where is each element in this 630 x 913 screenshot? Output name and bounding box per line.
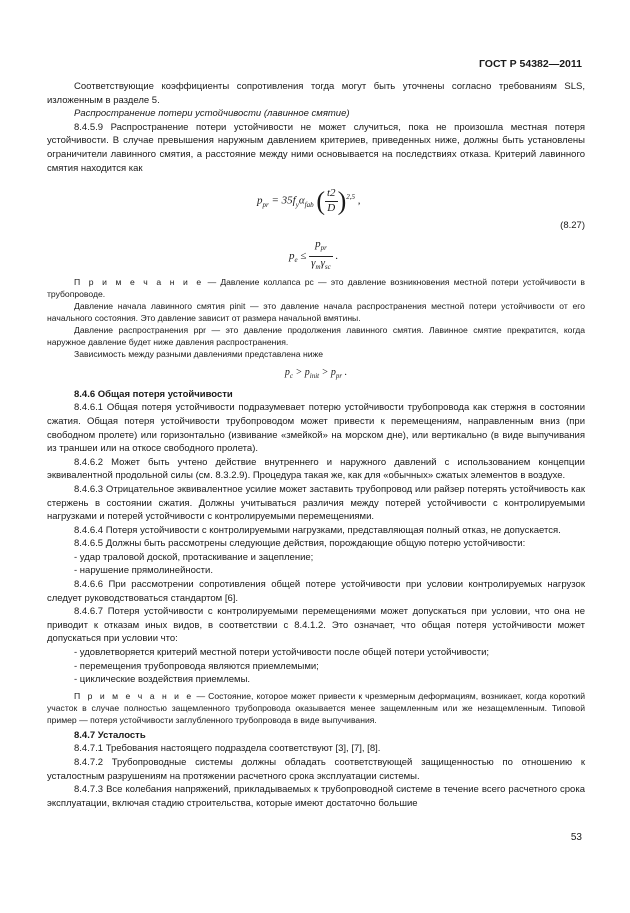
paragraph: 8.4.6.3 Отрицательное эквивалентное усилие может заставить трубопровод или райзер потерять устойчивость как стержень в состоянии сжатия. Должны учитываться различия между потерей устойчивости с контролируемыми нагрузками и потерей устойчивости с контролируемыми перемещениями. — [47, 483, 585, 523]
paragraph: 8.4.6.5 Должны быть рассмотрены следующие действия, порождающие общую потерю устойчивости: — [74, 538, 526, 550]
note-paragraph: Зависимость между разными давлениями представлена ниже — [74, 349, 324, 360]
subheading-italic: Распространение потери устойчивости (лавинное смятие) — [74, 108, 350, 120]
paragraph: 8.4.7.2 Трубопроводные системы должны обладать соответствующей защищенностью по отношению к усталостным разрушениям на протяжении расчетного срока эксплуатации системы. — [47, 757, 585, 782]
paragraph: 8.4.6.2 Может быть учтено действие внутреннего и наружного давлений с использованием концепции эквивалентной продольной силы (см. 8.3.2.9). Процедура такая же, как для «обычных» сжатых элементов в воздухе. — [47, 456, 585, 482]
paragraph: 8.4.6.1 Общая потеря устойчивости подразумевает потерю устойчивости трубопровода как стержня в состоянии сжатия. Общая потеря устойчивости трубопроводом может привести к перемещениям, направленным вниз (при свободном пролете) или горизонтально (извивание «змейкой» на морском дне), или вертикально (в виде выпучивания из траншеи или на откосе свободного пролета). — [47, 402, 585, 455]
formula-line-2: $p_e$ ≤ $\frac{p_{pr}}{\gamma_m\gamma_{sc}}$ . — [289, 238, 339, 272]
paragraph: 8.4.6.4 Потеря устойчивости с контролируемыми нагрузками, представляющая полный отказ, не допускается. — [74, 524, 561, 536]
list-item: - удар траловой доской, протаскивание и зацепление; — [74, 551, 314, 563]
paragraph: 8.4.7.3 Все колебания напряжений, прикладываемых к трубопроводной системе в течение всего расчетного срока эксплуатации, включая стадию строительства, которые имеют достаточно большие — [47, 784, 585, 809]
section-heading: 8.4.6 Общая потеря устойчивости — [74, 388, 233, 400]
paragraph: 8.4.6.7 Потеря устойчивости с контролируемыми перемещениями может допускаться при условии, что она не приводит к отказам иных видов, в соответствии с 8.4.1.2. Это означает, что общая потеря устойчивости может допускаться при условии что: — [47, 606, 585, 645]
section-heading: 8.4.7 Усталость — [74, 729, 146, 741]
note-paragraph: Давление распространения ppr — это давление продолжения лавинного смятия. Лавинное смятие прекратится, когда наружное давление будет ниже давления распространения. — [47, 325, 585, 348]
list-item: - удовлетворяется критерий местной потери устойчивости после общей потери устойчивости; — [74, 647, 490, 659]
note: П р и м е ч а н и е — Состояние, которое может привести к чрезмерным деформациям, возникает, когда короткий участок в случае полностью защемленного трубопровода оказывается менее защемленным или же незащемленным. Типовой пример — потеря устойчивости заглубленного трубопровода в виде выпучивания. — [47, 690, 585, 725]
page-content — [47, 80, 585, 810]
fraction-numerator: t2 — [325, 187, 338, 202]
note: П р и м е ч а н и е — Давление коллапса pc — это давление возникновения местной потери устойчивости в трубопроводе. — [47, 277, 585, 300]
paragraph: 8.4.7.1 Требования настоящего подраздела соответствуют [3], [7], [8]. — [74, 743, 381, 755]
formula-line-1: $p_{pr} = 35f_y\alpha_{fab}$ ( $\frac{t2}{D}$ )$^{2,5}$ , — [257, 186, 361, 216]
page-number: 53 — [570, 832, 582, 843]
paragraph: 8.4.6.6 При рассмотрении сопротивления общей потере устойчивости при условии контролируемых нагрузок следует руководствоваться стандартом [6]. — [47, 579, 585, 604]
paragraph: Соответствующие коэффициенты сопротивления тогда могут быть уточнены согласно требованиям SLS, изложенным в разделе 5. — [47, 81, 585, 106]
paragraph: 8.4.5.9 Распространение потери устойчивости не может случиться, пока не произошла местная потеря устойчивости. В случае превышения наружным давлением критериев, приведенных ниже, должны быть установлены ограничители лавинного смятия, а расстояние между ними основывается на последствиях отказа. Критерий лавинного смятия находится как — [47, 121, 585, 174]
fraction-denominator: D — [327, 201, 336, 214]
document-header: ГОСТ Р 54382—2011 — [478, 58, 582, 70]
list-item: - нарушение прямолинейности. — [74, 565, 213, 577]
formula-number: (8.27) — [560, 220, 585, 232]
list-item: - перемещения трубопровода являются приемлемыми; — [74, 660, 319, 672]
list-item: - циклические воздействия приемлемы. — [74, 674, 251, 686]
note-paragraph: Давление начала лавинного смятия pinit — это давление начала распространения местной потери устойчивости от его начального состояния. Это давление зависит от размера начальной вмятины. — [47, 301, 585, 324]
exponent: 2,5 — [346, 193, 355, 202]
pressure-relation-formula: $p_c > p_{init} > p_{pr}$ . — [284, 367, 348, 381]
formula-8-27 — [47, 175, 585, 276]
